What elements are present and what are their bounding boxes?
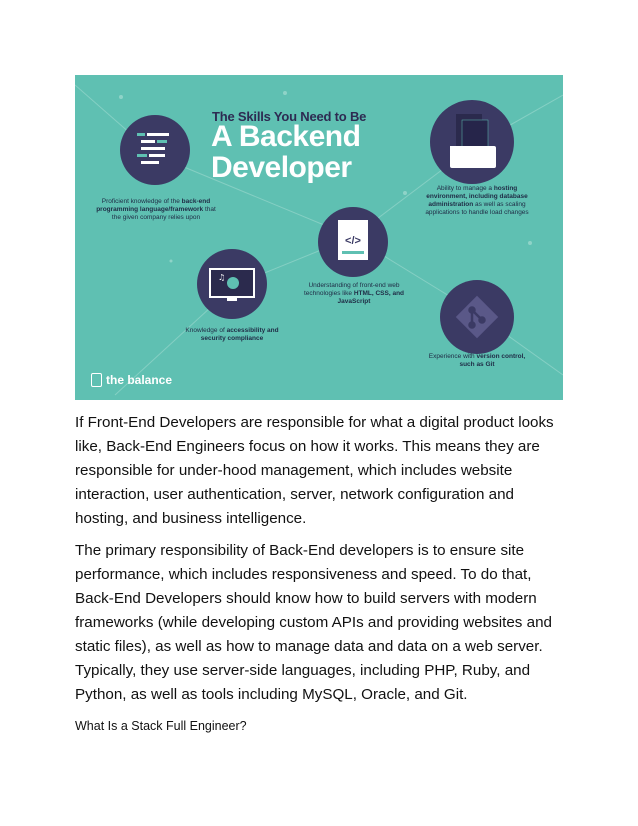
- skill-caption-1: Proficient knowledge of the back-end programming language/framework that the given company relies upon: [96, 198, 216, 221]
- skill-caption-2: Ability to manage a hosting environment, including database administration as well as scaling applications to handle load changes: [425, 185, 529, 216]
- skill-caption-4: Knowledge of accessibility and security compliance: [185, 327, 279, 342]
- paragraph-2: The primary responsibility of Back-End developers is to ensure site performance, which includes responsiveness and speed. To do that, Back-End Developers should know how to build servers with modern frameworks (while developing custom APIs and providing websites and static files), as well as how to manage data and data on a web server. Typically, they use server-side languages, including PHP, Ruby, and Python, as well as tools including MySQL, Oracle, and Git.: [75, 542, 552, 703]
- balance-logo-icon: [91, 373, 102, 387]
- brand-logo: [91, 373, 172, 387]
- backend-skills-infographic: [75, 75, 563, 400]
- code-lines-icon: [120, 115, 190, 185]
- accessibility-monitor-icon: [197, 249, 267, 319]
- database-files-icon: [430, 100, 514, 184]
- skill-caption-3: Understanding of front-end web technologies like HTML, CSS, and JavaScript: [303, 282, 405, 305]
- infographic-subtitle: The Skills You Need to Be: [212, 109, 367, 124]
- brand-name: the balance: [106, 373, 173, 387]
- paragraph-1: If Front-End Developers are responsible for what a digital product looks like, Back-End Engineers focus on how it works. This means they are responsible for under-hood management, which includes website interaction, user authentication, server, network configuration and hosting, and business intelligence.: [75, 414, 554, 527]
- svg-text:♫: ♫: [218, 273, 226, 282]
- git-branch-icon: [440, 280, 514, 354]
- svg-text:</>: </>: [345, 235, 361, 247]
- html-document-icon: [318, 207, 388, 277]
- section-heading: What Is a Stack Full Engineer?: [75, 719, 247, 733]
- infographic-title: A Backend Developer: [211, 120, 361, 184]
- skill-caption-5: Experience with version control, such as Git: [428, 353, 526, 368]
